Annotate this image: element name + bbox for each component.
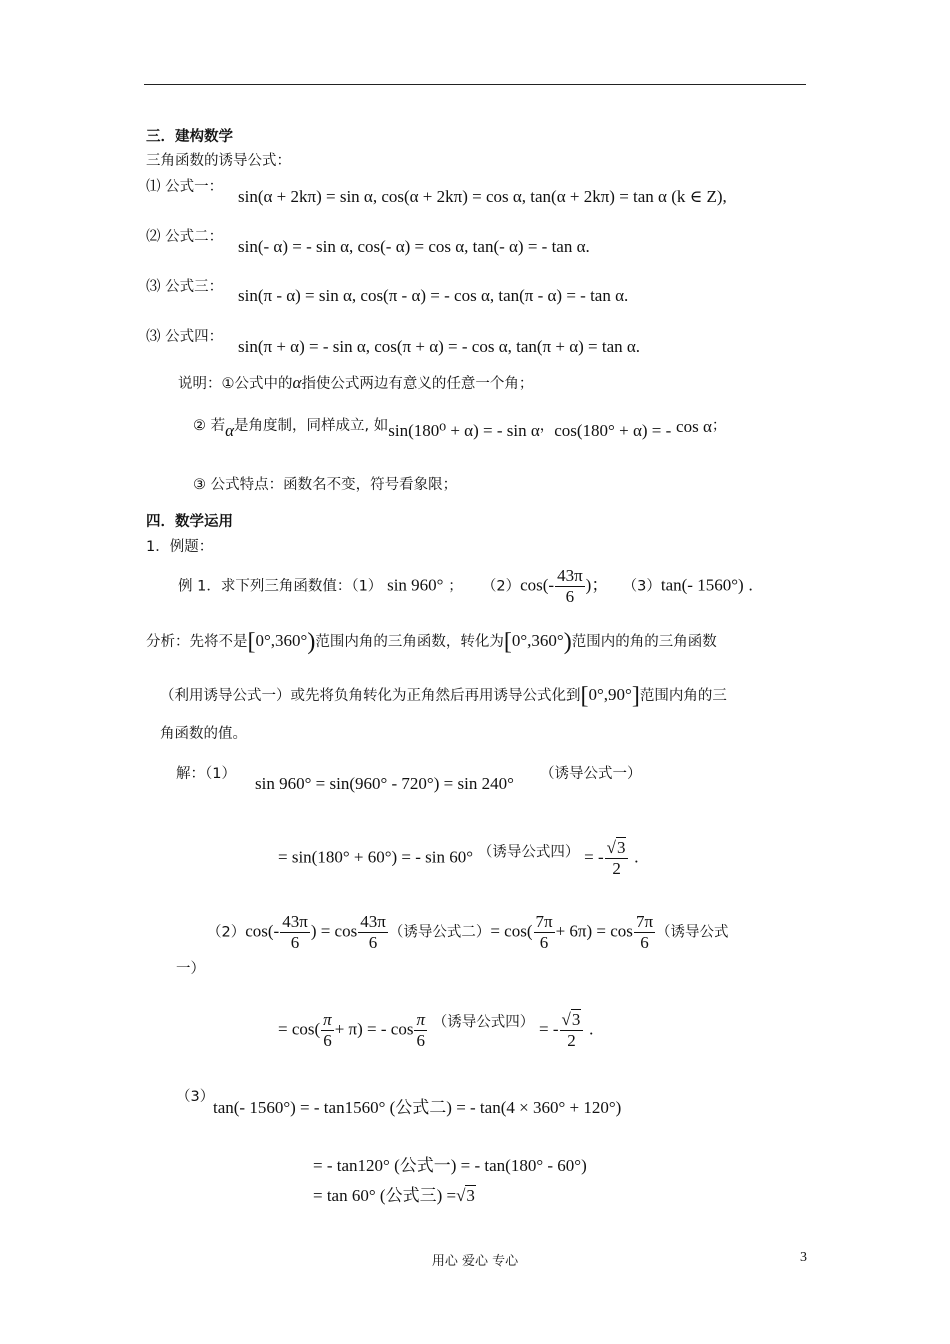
fraction: $\frac{√3}{2}$: [605, 838, 629, 879]
formula-2-label: ⑵ 公式二：: [146, 229, 224, 245]
solution-2-note-continued: 一）: [176, 961, 205, 977]
analysis-line-1: 分析：先将不是[0°,360°)范围内角的三角函数，转化为[0°,360°)范围内的角的三角函数: [146, 629, 717, 655]
formula-3-label: ⑶ 公式三：: [146, 279, 224, 295]
solution-2-line-1: （2）cos(- $\frac{43\pi}{6}$ ) = cos $\frac{43\pi}{6}$ （诱导公式二）= cos( $\frac{7\pi}{6}$ + 6π) = cos $\frac{7\pi}{6}$ （诱导公式: [207, 912, 729, 952]
formula-1-label: ⑴ 公式一：: [146, 179, 224, 195]
note-2: ② 若α是角度制，同样成立, 如sin(180⁰ + α) = - sin α，cos(180° + α) = - cos α；: [193, 417, 727, 440]
section-heading-3: 三．建构数学: [146, 129, 233, 145]
formula-2: sin(- α) = - sin α, cos(- α) = cos α, tan(- α) = - tan α.: [238, 237, 590, 256]
formula-3: sin(π - α) = sin α, cos(π - α) = - cos α, tan(π - α) = - tan α.: [238, 286, 629, 305]
solution-3-label: （3）: [176, 1089, 215, 1105]
fraction: $\frac{\pi}{6}$: [323, 1010, 332, 1050]
solution-2-line-2: = cos( $\frac{\pi}{6}$ + π) = - cos $\frac{\pi}{6}$ （诱导公式四） = - $\frac{√3}{2}$ .: [278, 1010, 594, 1050]
solution-3-line-1: tan(- 1560°) = - tan1560° (公式二) = - tan(4 × 360° + 120°): [213, 1098, 622, 1117]
page-number: 3: [800, 1250, 807, 1265]
section-heading-4: 四．数学运用: [146, 514, 233, 530]
fraction: $\frac{\pi}{6}$: [416, 1010, 425, 1050]
solution-1-label: 解：（1）: [176, 766, 236, 782]
analysis-line-3: 角函数的值。: [160, 726, 247, 742]
page-footer: 用心 爱心 专心: [431, 1254, 519, 1269]
fraction: $\frac{7\pi}{6}$: [635, 912, 654, 952]
header-rule: [144, 84, 806, 85]
solution-1-line-2: = sin(180° + 60°) = - sin 60° （诱导公式四） = - $\frac{√3}{2}$ .: [278, 838, 639, 878]
section-intro: 三角函数的诱导公式：: [146, 153, 291, 169]
formula-4-label: ⑶ 公式四：: [146, 329, 224, 345]
formula-1: sin(α + 2kπ) = sin α, cos(α + 2kπ) = cos α, tan(α + 2kπ) = tan α (k ∈ Z),: [238, 187, 727, 206]
formula-4: sin(π + α) = - sin α, cos(π + α) = - cos α, tan(π + α) = tan α.: [238, 337, 641, 356]
note-3: ③ 公式特点：函数名不变，符号看象限；: [193, 477, 458, 493]
fraction: $\frac{7\pi}{6}$: [535, 912, 553, 952]
analysis-line-2: （利用诱导公式一）或先将负角转化为正角然后再用诱导公式化到[0°,90°]范围内角的三: [160, 683, 727, 709]
example-1: 例 1．求下列三角函数值：（1） sin 960° ； （2）cos(- $\frac{43\pi}{6}$ )； （3）tan(- 1560°) .: [178, 566, 753, 606]
fraction: $\frac{43\pi}{6}$: [557, 566, 583, 606]
solution-1-note: （诱导公式一）: [540, 766, 642, 782]
solution-3-line-2: = - tan120° (公式一) = - tan(180° - 60°): [313, 1156, 587, 1175]
note-1: 说明：①公式中的α指使公式两边有意义的任意一个角；: [178, 373, 534, 392]
solution-3-line-3: = tan 60° (公式三) =√3: [313, 1186, 475, 1205]
solution-1-expr: sin 960° = sin(960° - 720°) = sin 240°: [255, 774, 514, 793]
fraction: $\frac{√3}{2}$: [560, 1010, 584, 1051]
fraction: $\frac{43\pi}{6}$: [360, 912, 386, 952]
fraction: $\frac{43\pi}{6}$: [282, 912, 308, 952]
examples-subheading: 1．例题：: [146, 539, 214, 555]
